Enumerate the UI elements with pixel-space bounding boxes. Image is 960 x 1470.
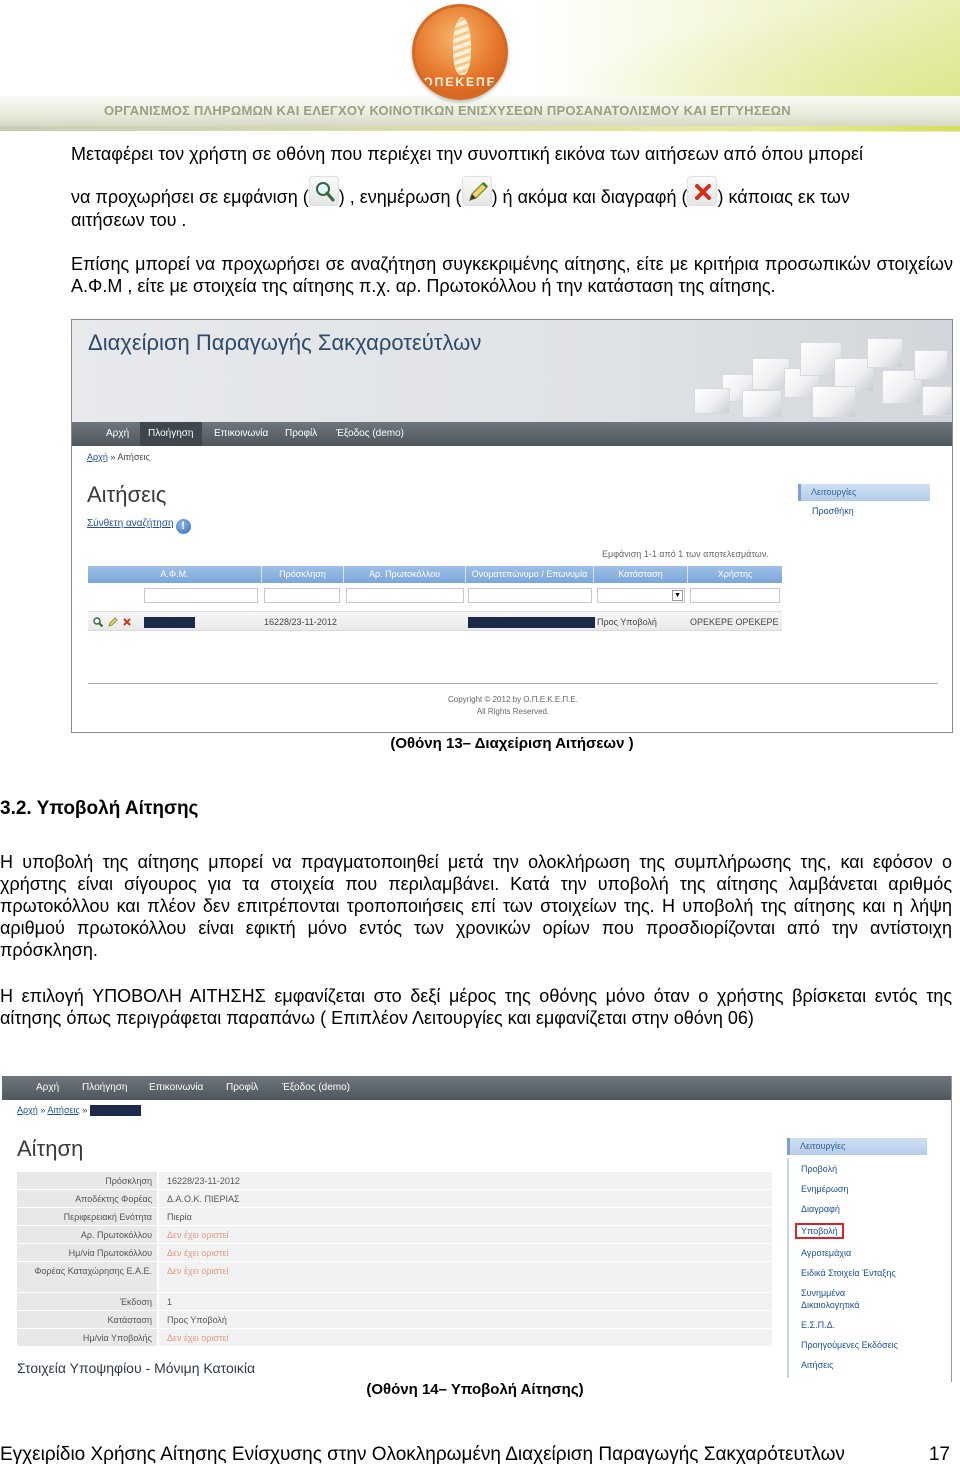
detail-row	[17, 1208, 772, 1226]
page-title: Αίτηση	[17, 1136, 84, 1161]
column-status[interactable]: Κατάσταση	[594, 566, 688, 583]
nav-profile[interactable]: Προφίλ	[285, 428, 318, 439]
sidebar-item-attachments[interactable]: Συνημμένα Δικαιολογητικά	[801, 1288, 860, 1310]
sidebar-item-submit-wrap	[787, 1223, 927, 1239]
masked-afm: 100485001	[144, 617, 195, 628]
delete-icon[interactable]	[121, 616, 133, 628]
detail-value: Δεν έχει οριστεί	[159, 1226, 772, 1243]
advanced-search-label[interactable]: Σύνθετη αναζήτηση	[87, 518, 174, 529]
banner-swoosh	[560, 0, 960, 100]
application-details	[17, 1172, 772, 1347]
breadcrumb-applications-link[interactable]: Αιτήσεις	[47, 1105, 80, 1115]
intro-line-3: αιτήσεων του .	[71, 210, 187, 230]
intro-line-2b: ) , ενημέρωση (	[338, 187, 462, 207]
sidebar-item-parcels[interactable]: Αγροτεμάχια	[801, 1248, 852, 1258]
sidebar-item-special-data[interactable]: Ειδικά Στοιχεία Ένταξης	[801, 1268, 896, 1278]
copyright-line-1: Copyright © 2012 by Ο.Π.Ε.Κ.Ε.Π.Ε.	[448, 695, 578, 704]
app-header	[72, 320, 953, 422]
edit-icon	[462, 176, 492, 206]
detail-value: Δεν έχει οριστεί	[159, 1244, 772, 1261]
delete-icon	[687, 176, 717, 206]
caption-screen-13: (Οθόνη 13– Διαχείριση Αιτήσεων )	[390, 735, 634, 752]
column-protocol[interactable]: Αρ. Πρωτοκόλλου	[344, 566, 466, 583]
copyright-line-2: All Rights Reserved.	[476, 707, 550, 716]
nav-home[interactable]: Αρχή	[36, 1082, 60, 1093]
nav-home[interactable]: Αρχή	[106, 428, 130, 439]
main-nav	[2, 1076, 952, 1100]
page-number: 17	[928, 1444, 950, 1465]
breadcrumb-current: 100485001	[90, 1105, 141, 1116]
footer-title: Εγχειρίδιο Χρήσης Αίτησης Ενίσχυσης στην Ολοκληρωμένη Διαχείριση Παραγωγής Σακχαρότευτλων	[0, 1444, 845, 1465]
column-user[interactable]: Χρήστης	[717, 569, 753, 579]
detail-label: Ημ/νία Πρωτοκόλλου	[17, 1244, 157, 1261]
filter-invitation-input[interactable]	[264, 588, 340, 603]
column-afm[interactable]: Α.Φ.Μ.	[88, 566, 262, 583]
sidebar-item-espd[interactable]: Ε.Σ.Π.Δ.	[801, 1320, 836, 1330]
nav-navigation[interactable]: Πλοήγηση	[140, 422, 202, 446]
intro-line-2	[71, 176, 941, 208]
detail-value: Προς Υποβολή	[159, 1311, 772, 1328]
detail-label: Πρόσκληση	[17, 1172, 157, 1189]
cell-user: ΟΡΕΚΕΡΕ ΟΡΕΚΕΡΕ	[690, 617, 779, 627]
detail-label: Ημ/νία Υποβολής	[17, 1329, 157, 1346]
breadcrumb	[17, 1105, 141, 1116]
sidebar-item-submit[interactable]: Υποβολή	[795, 1223, 844, 1239]
filter-protocol-input[interactable]	[346, 588, 464, 603]
page-footer	[0, 1444, 960, 1470]
advanced-search-link[interactable]	[87, 518, 191, 534]
detail-value: Δεν έχει οριστεί	[159, 1329, 772, 1346]
detail-row	[17, 1172, 772, 1190]
sidebar-item-update[interactable]: Ενημέρωση	[801, 1184, 849, 1194]
screenshot-application-submission	[2, 1076, 952, 1382]
column-name[interactable]: Ονοματεπώνυμο / Επωνυμία	[466, 566, 594, 583]
column-invitation[interactable]: Πρόσκληση	[262, 566, 344, 583]
detail-value: 1	[159, 1293, 772, 1310]
intro-line-2d: ) κάποιας εκ των	[717, 187, 850, 207]
detail-value: Δ.Α.Ο.Κ. ΠΙΕΡΙΑΣ	[159, 1190, 772, 1207]
table-row[interactable]	[88, 611, 782, 631]
sidebar-item-view[interactable]: Προβολή	[801, 1164, 838, 1174]
functions-sidebar	[798, 484, 930, 516]
banner-bottom-line	[0, 126, 960, 131]
submission-paragraph-1: Η υποβολή της αίτησης μπορεί να πραγματοποιηθεί μετά την ολοκλήρωση της συμπλήρωσης της, και εφόσον ο χρήστης είναι σίγουρος για τα στοιχεία που περιλαμβάνει. Κατά την υποβολή της αίτησης λαμβάνεται αριθμός πρωτοκόλλου και πλέον δεν επιτρέπονται τροποποιήσεις επί των στοιχείων της. Η υποβολή της αίτησης και η λήψη αριθμού πρωτοκόλλου είναι εφικτή μόνο εντός των χρονικών ορίων που προσδιορίζονται από την αντίστοιχη πρόσκληση.	[0, 852, 952, 960]
intro-line-2c: ) ή ακόμα και διαγραφή (	[491, 187, 688, 207]
cell-invitation: 16228/23-11-2012	[264, 617, 337, 627]
functions-sidebar	[787, 1138, 927, 1371]
opekepe-logo	[412, 4, 508, 100]
breadcrumb-current: Αιτήσεις	[117, 452, 150, 462]
functions-header: Λειτουργίες	[787, 1138, 927, 1155]
caption-screen-14: (Οθόνη 14– Υποβολή Αίτησης)	[366, 1381, 584, 1398]
intro-line-2a: να προχωρήσει σε εμφάνιση (	[71, 187, 309, 207]
detail-row	[17, 1329, 772, 1347]
filter-user-input[interactable]	[690, 588, 780, 603]
detail-row	[17, 1311, 772, 1329]
submission-paragraph-2: Η επιλογή ΥΠΟΒΟΛΗ ΑΙΤΗΣΗΣ εμφανίζεται στο δεξί μέρος της οθόνης μόνο όταν ο χρήστης βρίσκεται εντός της αίτησης όπως περιγράφεται παραπάνω ( Επιπλέον Λειτουργίες και εμφανίζεται στην οθόνη 06)	[0, 986, 952, 1028]
detail-label: Περιφερειακή Ενότητα	[17, 1208, 157, 1225]
page-title: Αιτήσεις	[87, 482, 167, 507]
functions-header: Λειτουργίες	[798, 484, 930, 501]
detail-label: Φορέας Καταχώρησης Ε.Α.Ε.	[17, 1262, 157, 1292]
breadcrumb-home-link[interactable]: Αρχή	[87, 452, 108, 462]
chevron-down-icon: ▼	[672, 590, 683, 601]
detail-label: Έκδοση	[17, 1293, 157, 1310]
filter-name-input[interactable]	[468, 588, 592, 603]
nav-navigation[interactable]: Πλοήγηση	[82, 1082, 128, 1093]
cell-name	[468, 612, 595, 632]
breadcrumb-separator-2: »	[79, 1105, 90, 1115]
intro-line-1: Μεταφέρει τον χρήστη σε οθόνη που περιέχει την συνοπτική εικόνα των αιτήσεων από όπου μπορεί	[71, 144, 864, 164]
app-title: Διαχείριση Παραγωγής Σακχαροτεύτλων	[88, 330, 482, 355]
wheat-icon	[453, 17, 471, 75]
breadcrumb-separator: »	[37, 1105, 48, 1115]
detail-value: Δεν έχει οριστεί	[159, 1262, 772, 1292]
view-icon[interactable]	[92, 616, 104, 628]
breadcrumb-home-link[interactable]: Αρχή	[17, 1105, 38, 1115]
section-title: 3.2. Υποβολή Αίτησης	[0, 798, 199, 819]
results-count: Εμφάνιση 1-1 από 1 των αποτελεσμάτων.	[602, 549, 769, 559]
organization-name: ΟΡΓΑΝΙΣΜΟΣ ΠΛΗΡΩΜΩΝ ΚΑΙ ΕΛΕΓΧΟΥ ΚΟΙΝΟΤΙΚΩΝ ΕΝΙΣΧΥΣΕΩΝ ΠΡΟΣΑΝΑΤΟΛΙΣΜΟΥ ΚΑΙ ΕΓΓΥΗΣΕΩΝ	[104, 103, 791, 118]
screenshot-applications-management	[71, 319, 953, 733]
nav-profile[interactable]: Προφίλ	[226, 1082, 259, 1093]
detail-value: Πιερία	[159, 1208, 772, 1225]
cell-afm	[144, 612, 195, 632]
sidebar-item-applications[interactable]: Αιτήσεις	[801, 1360, 834, 1370]
help-icon[interactable]: !	[176, 519, 191, 534]
filter-row	[88, 584, 782, 608]
detail-row	[17, 1293, 772, 1311]
detail-label: Αποδέκτης Φορέας	[17, 1190, 157, 1207]
detail-row	[17, 1244, 772, 1262]
nav-contact[interactable]: Επικοινωνία	[214, 428, 269, 439]
main-nav	[72, 422, 953, 446]
table-header	[88, 566, 782, 583]
filter-afm-input[interactable]	[144, 588, 258, 603]
detail-row	[17, 1262, 772, 1293]
view-icon	[309, 176, 339, 206]
breadcrumb-separator: »	[107, 452, 118, 462]
nav-logout[interactable]: Έξοδος (demo)	[282, 1082, 351, 1093]
page-header-banner	[0, 0, 960, 132]
nav-contact[interactable]: Επικοινωνία	[149, 1082, 204, 1093]
detail-label: Αρ. Πρωτοκόλλου	[17, 1226, 157, 1243]
detail-row	[17, 1190, 772, 1208]
logo-text: ΟΠΕΚΕΠΕ	[423, 75, 497, 89]
sidebar-item-delete[interactable]: Διαγραφή	[801, 1204, 840, 1214]
masked-name: ΠΑΠΑΔΟΠΟΥΛΟΣ ΓΕΩΡΓΙΟΣ	[468, 617, 595, 628]
sidebar-item-add[interactable]: Προσθήκη	[812, 506, 854, 516]
detail-row	[17, 1226, 772, 1244]
sidebar-rule	[787, 1158, 789, 1378]
footer-divider	[88, 683, 938, 684]
candidate-residence-heading: Στοιχεία Υποψηφίου - Μόνιμη Κατοικία	[17, 1360, 256, 1376]
nav-logout[interactable]: Έξοδος (demo)	[336, 428, 405, 439]
detail-value: 16228/23-11-2012	[159, 1172, 772, 1189]
sugar-cubes-image	[682, 328, 952, 420]
search-paragraph: Επίσης μπορεί να προχωρήσει σε αναζήτηση συγκεκριμένης αίτησης, είτε με κριτήρια προσωπικών στοιχείων Α.Φ.Μ , είτε με στοιχεία της αίτησης π.χ. αρ. Πρωτοκόλλου ή την κατάσταση της αίτησης.	[71, 254, 953, 296]
breadcrumb	[87, 452, 150, 462]
sidebar-item-previous-versions[interactable]: Προηγούμενες Εκδόσεις	[801, 1340, 898, 1350]
detail-label: Κατάσταση	[17, 1311, 157, 1328]
app-copyright	[72, 694, 953, 718]
filter-status-select[interactable]	[597, 588, 685, 603]
edit-icon[interactable]	[107, 616, 119, 628]
cell-status: Προς Υποβολή	[597, 617, 657, 627]
